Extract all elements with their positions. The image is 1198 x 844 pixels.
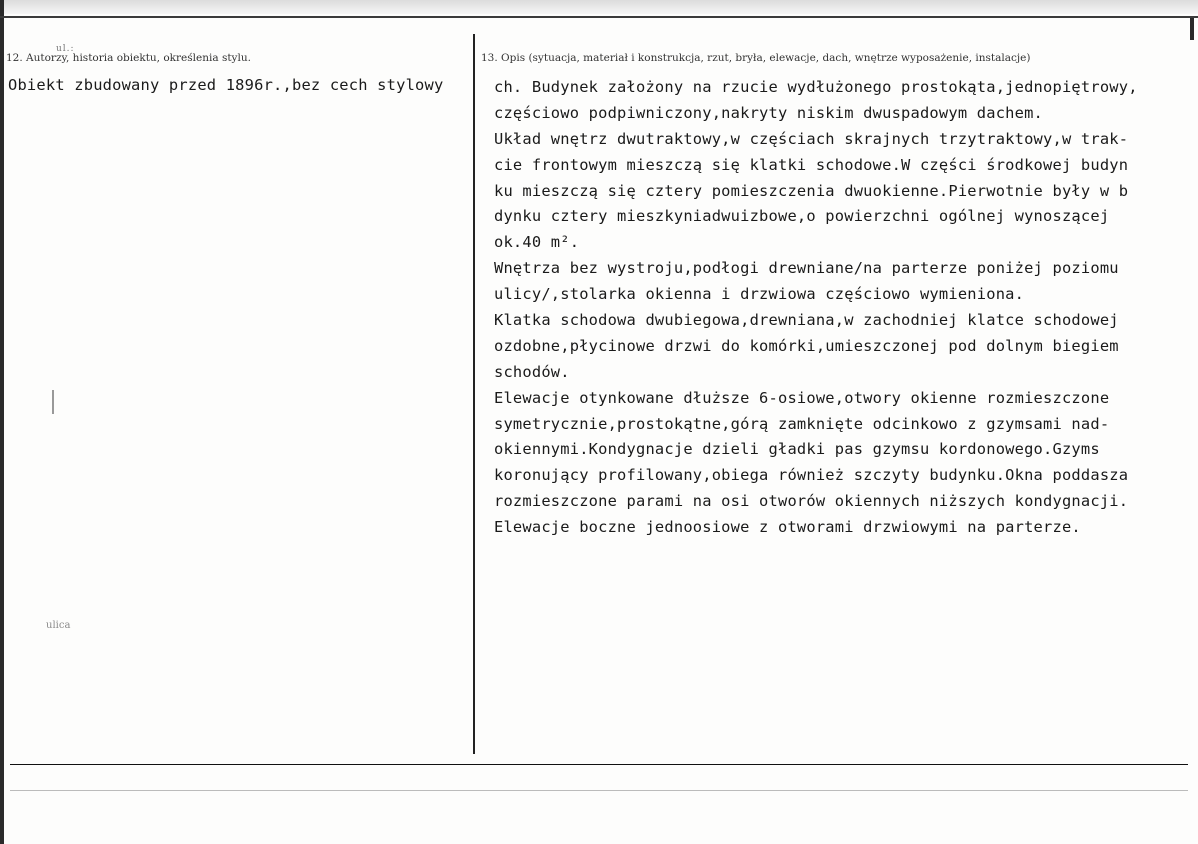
right-edge-tick xyxy=(1190,18,1194,40)
description-line: częściowo podpiwniczony,nakryty niskim dwuspadowym dachem. xyxy=(494,103,1044,122)
bottom-rule-faint xyxy=(10,790,1188,791)
faded-stamp-text: ulica xyxy=(46,620,71,631)
description-line: dynku cztery mieszkyniadwuizbowe,o powierzchni ogólnej wynoszącej xyxy=(494,207,1110,226)
field-12-text: Obiekt zbudowany przed 1896r.,bez cech stylowy xyxy=(8,76,444,94)
column-divider xyxy=(473,34,475,754)
description-line: ku mieszczą się cztery pomieszczenia dwuokienne.Pierwotnie były w b xyxy=(494,181,1129,200)
description-line: ok.40 m². xyxy=(494,233,580,252)
bottom-rule xyxy=(10,764,1188,765)
description-line: schodów. xyxy=(494,362,570,381)
description-line: symetrycznie,prostokątne,górą zamknięte odcinkowo z gzymsami nad- xyxy=(494,414,1110,433)
scan-top-shadow xyxy=(4,0,1198,14)
description-line: ch. Budynek założony na rzucie wydłużonego prostokąta,jednopiętrowy, xyxy=(494,78,1138,96)
handwritten-note: ul.: xyxy=(56,44,75,54)
description-line: koronujący profilowany,obiega również szczyty budynku.Okna poddasza xyxy=(494,466,1129,485)
description-line: ozdobne,płycinowe drzwi do komórki,umieszczonej pod dolnym biegiem xyxy=(494,336,1119,355)
description-line: Wnętrza bez wystroju,podłogi drewniane/na parterze poniżej poziomu xyxy=(494,259,1119,278)
description-line: ulicy/,stolarka okienna i drzwiowa częściowo wymieniona. xyxy=(494,285,1025,304)
field-12-label: 12. Autorzy, historia obiektu, określenia stylu. xyxy=(6,52,251,64)
field-13-label: 13. Opis (sytuacja, materiał i konstrukcja, rzut, bryła, elewacje, dach, wnętrze wyposażenie, instalacje) xyxy=(481,52,1031,64)
field-13-description xyxy=(494,75,1184,541)
description-line: Klatka schodowa dwubiegowa,drewniana,w zachodniej klatce schodowej xyxy=(494,311,1119,330)
description-line: Elewacje otynkowane dłuższe 6-osiowe,otwory okienne rozmieszczone xyxy=(494,388,1110,407)
description-line: rozmieszczone parami na osi otworów okiennych niższych kondygnacji. xyxy=(494,492,1129,511)
scan-mark xyxy=(52,390,54,414)
scan-left-edge xyxy=(0,0,4,844)
top-rule xyxy=(0,16,1198,18)
description-line: okiennymi.Kondygnacje dzieli gładki pas gzymsu kordonowego.Gzyms xyxy=(494,440,1100,459)
description-line: cie frontowym mieszczą się klatki schodowe.W części środkowej budyn xyxy=(494,155,1129,174)
description-line: Układ wnętrz dwutraktowy,w częściach skrajnych trzytraktowy,w trak- xyxy=(494,129,1129,148)
description-line: Elewacje boczne jednoosiowe z otworami drzwiowymi na parterze. xyxy=(494,518,1081,537)
